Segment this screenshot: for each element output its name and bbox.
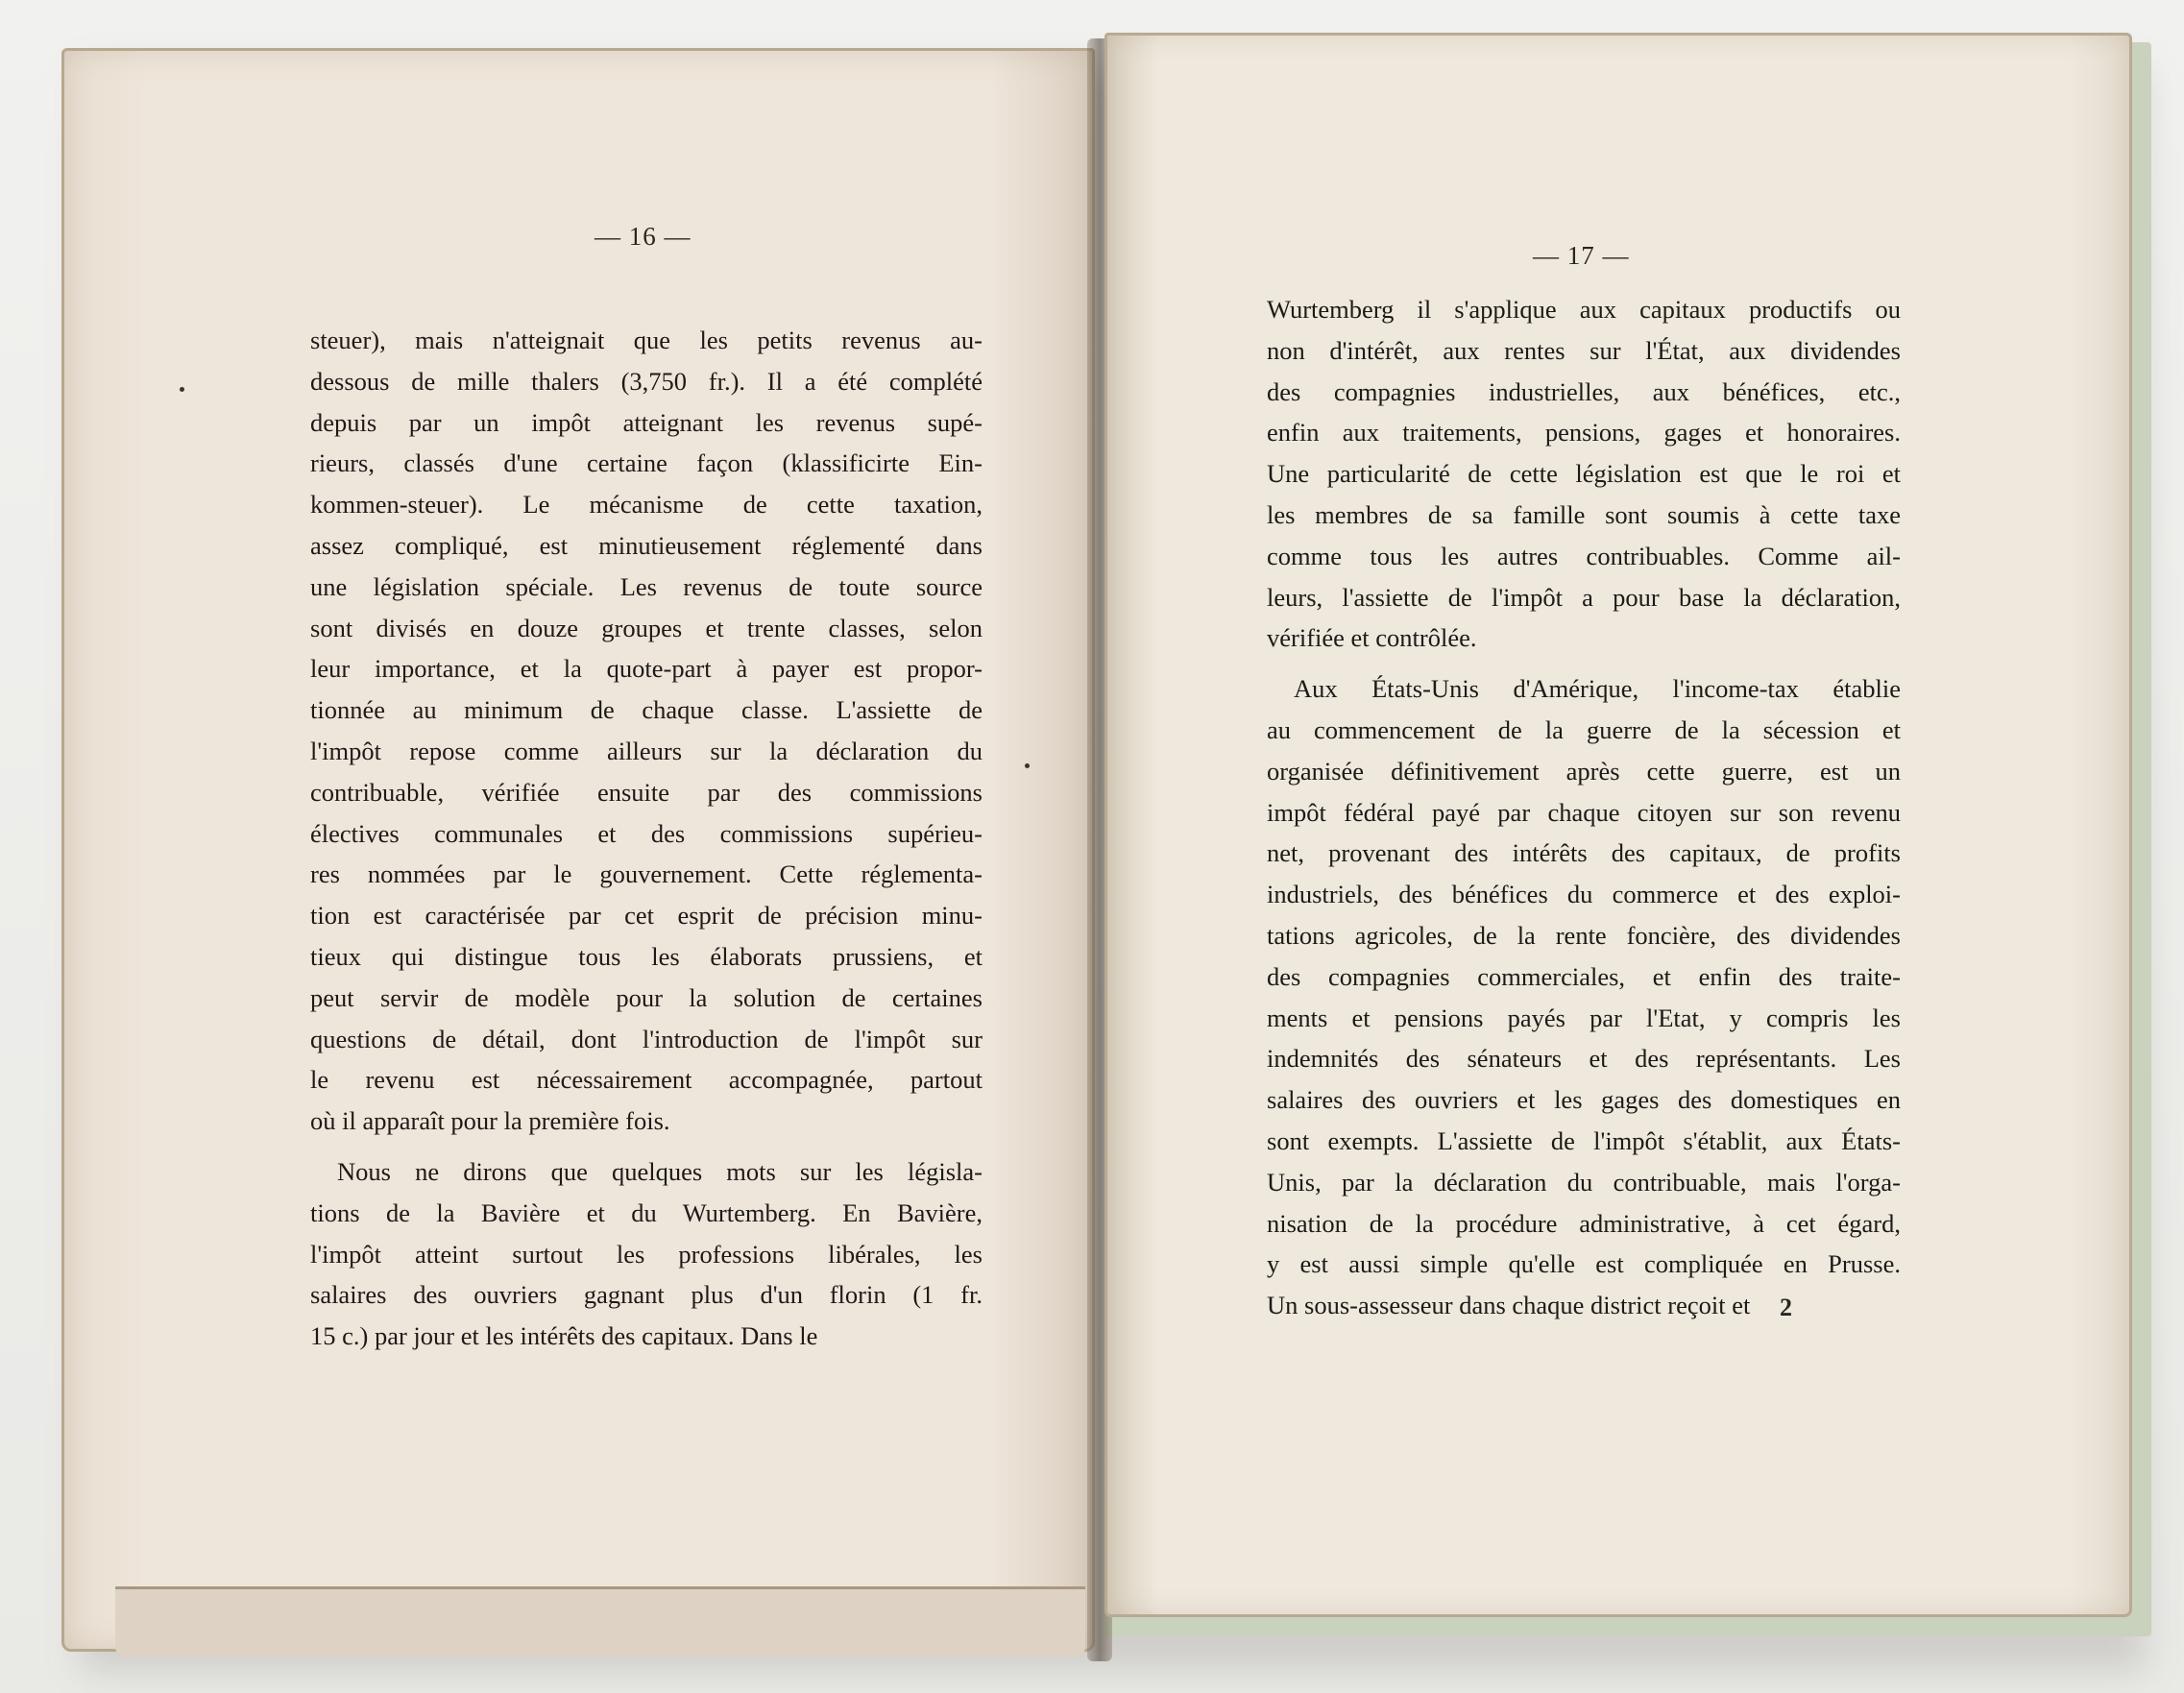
text-line: l'impôt atteint surtout les professions libérales, les xyxy=(310,1239,983,1269)
text-line: depuis par un impôt atteignant les revenus supé- xyxy=(310,407,983,437)
text-line: Unis, par la déclaration du contribuable, mais l'orga- xyxy=(1267,1167,1901,1197)
text-line: électives communales et des commissions supérieu- xyxy=(310,818,983,848)
left-page-bottom-edge xyxy=(115,1586,1085,1657)
right-page-text xyxy=(1267,289,1901,1326)
text-line: tions de la Bavière et du Wurtemberg. En Bavière, xyxy=(310,1197,983,1227)
right-page xyxy=(1104,33,2132,1617)
text-line: sont divisés en douze groupes et trente classes, selon xyxy=(310,613,983,642)
text-line: des compagnies commerciales, et enfin des traite- xyxy=(1267,961,1901,991)
text-line: assez compliqué, est minutieusement réglementé dans xyxy=(310,530,983,560)
text-line: indemnités des sénateurs et des représentants. Les xyxy=(1267,1044,1901,1074)
text-line: leurs, l'assiette de l'impôt a pour base la déclaration, xyxy=(1267,582,1901,612)
text-line: des compagnies industrielles, aux bénéfices, etc., xyxy=(1267,376,1901,406)
left-page-text xyxy=(310,320,983,1357)
text-line: Un sous-assesseur dans chaque district reçoit et xyxy=(1267,1291,1751,1320)
text-line: net, provenant des intérêts des capitaux, de profits xyxy=(1267,838,1901,868)
text-line: dessous de mille thalers (3,750 fr.). Il a été complété xyxy=(310,366,983,396)
text-line: organisée définitivement après cette guerre, est un xyxy=(1267,756,1901,786)
text-line: rieurs, classés d'une certaine façon (klassificirte Ein- xyxy=(310,448,983,478)
text-line: Aux États-Unis d'Amérique, l'income-tax établie xyxy=(1294,674,1901,704)
right-page-number: — 17 — xyxy=(1533,241,1630,270)
text-line: y est aussi simple qu'elle est compliquée en Prusse. xyxy=(1267,1249,1901,1279)
text-line: vérifiée et contrôlée. xyxy=(1267,623,1477,653)
signature-mark: 2 xyxy=(1780,1294,1792,1321)
text-line: Wurtemberg il s'applique aux capitaux productifs ou xyxy=(1267,295,1901,324)
text-line: l'impôt repose comme ailleurs sur la déclaration du xyxy=(310,736,983,765)
text-line: 15 c.) par jour et les intérêts des capitaux. Dans le xyxy=(310,1321,818,1351)
text-line: salaires des ouvriers et les gages des domestiques en xyxy=(1267,1085,1901,1115)
text-line: tionnée au minimum de chaque classe. L'assiette de xyxy=(310,695,983,725)
text-line: steuer), mais n'atteignait que les petits revenus au- xyxy=(310,326,983,354)
text-line: sont exempts. L'assiette de l'impôt s'établit, aux États- xyxy=(1267,1125,1901,1155)
text-line: Une particularité de cette législation est que le roi et xyxy=(1267,459,1901,489)
text-line: non d'intérêt, aux rentes sur l'État, aux dividendes xyxy=(1267,335,1901,365)
left-page xyxy=(61,48,1095,1652)
text-line: tations agricoles, de la rente foncière, des dividendes xyxy=(1267,920,1901,950)
text-line: comme tous les autres contribuables. Comme ail- xyxy=(1267,541,1901,570)
text-line: industriels, des bénéfices du commerce et des exploi- xyxy=(1267,880,1901,909)
text-line: kommen-steuer). Le mécanisme de cette taxation, xyxy=(310,490,983,520)
text-line: tion est caractérisée par cet esprit de précision minu- xyxy=(310,901,983,931)
text-line: où il apparaît pour la première fois. xyxy=(310,1106,670,1136)
text-line: contribuable, vérifiée ensuite par des commissions xyxy=(310,777,983,807)
text-line: res nommées par le gouvernement. Cette réglementa- xyxy=(310,859,983,889)
ink-speck xyxy=(1025,763,1030,768)
text-line: les membres de sa famille sont soumis à cette taxe xyxy=(1267,499,1901,529)
text-line: au commencement de la guerre de la sécession et xyxy=(1267,714,1901,744)
text-line: leur importance, et la quote-part à payer est propor- xyxy=(310,654,983,684)
text-line: le revenu est nécessairement accompagnée, partout xyxy=(310,1065,983,1095)
text-line: questions de détail, dont l'introduction de l'impôt sur xyxy=(310,1024,983,1053)
text-line: une législation spéciale. Les revenus de toute source xyxy=(310,571,983,601)
text-line: peut servir de modèle pour la solution de certaines xyxy=(310,982,983,1012)
ink-speck xyxy=(180,387,184,392)
text-line: nisation de la procédure administrative, à cet égard, xyxy=(1267,1208,1901,1238)
text-line: Nous ne dirons que quelques mots sur les législa- xyxy=(337,1156,983,1186)
text-line: ments et pensions payés par l'Etat, y compris les xyxy=(1267,1003,1901,1032)
text-line: salaires des ouvriers gagnant plus d'un florin (1 fr. xyxy=(310,1280,983,1310)
text-line: enfin aux traitements, pensions, gages et honoraires. xyxy=(1267,418,1901,447)
text-line: tieux qui distingue tous les élaborats prussiens, et xyxy=(310,941,983,971)
text-line: impôt fédéral payé par chaque citoyen sur son revenu xyxy=(1267,797,1901,827)
left-page-number: — 16 — xyxy=(595,222,692,251)
